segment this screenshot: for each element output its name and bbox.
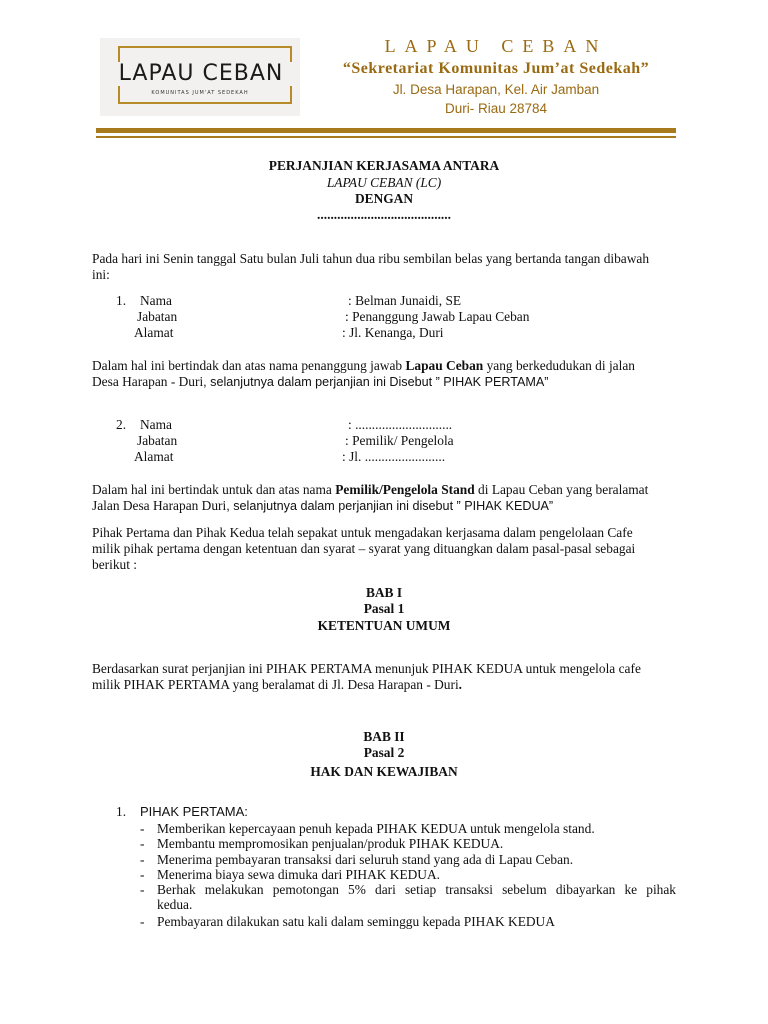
bab1-pasal: Pasal 1 xyxy=(363,601,405,616)
party1-alamat-row xyxy=(134,325,444,341)
list-item: - xyxy=(140,914,148,929)
opening-line-2: ini: xyxy=(92,267,110,282)
party1-desc-bold: Lapau Ceban xyxy=(405,358,484,373)
party1-desc-line2-serif: Desa Harapan - Duri xyxy=(92,374,204,389)
list-item-text: Berhak melakukan pemotongan 5% dari setiap transaksi sebelum dibayarkan ke pihak xyxy=(157,882,676,897)
doc-title-line-1: PERJANJIAN KERJASAMA ANTARA xyxy=(268,158,500,173)
party2-desc-post: di Lapau Ceban yang beralamat xyxy=(474,482,649,497)
bab1-label: BAB I xyxy=(365,585,403,600)
party1-alamat-value: : Jl. Kenanga, Duri xyxy=(342,325,444,340)
party1-alamat-label: Alamat xyxy=(134,325,174,340)
party2-alamat-row xyxy=(134,449,445,465)
list-item: - xyxy=(140,836,148,851)
party1-jabatan-label: Jabatan xyxy=(137,309,178,324)
list-item-text: Menerima biaya sewa dimuka dari PIHAK KEDUA. xyxy=(157,867,440,882)
party1-description-line-1 xyxy=(92,358,635,374)
list-item-text: Memberikan kepercayaan penuh kepada PIHAK KEDUA untuk mengelola stand. xyxy=(157,821,595,836)
list-item: - xyxy=(140,821,148,836)
party1-nama-value: : Belman Junaidi, SE xyxy=(348,293,462,308)
party1-desc-post: yang berkedudukan di jalan xyxy=(483,358,635,373)
party2-desc-pre: Dalam hal ini bertindak untuk dan atas nama xyxy=(92,482,336,497)
tagline: “Sekretariat Komunitas Jum’at Sedekah” xyxy=(342,60,650,77)
logo-text: LAPAU CEBAN xyxy=(106,62,296,86)
doc-title-line-3: DENGAN xyxy=(354,191,414,206)
list-item: - xyxy=(140,867,148,882)
agreement-line-1: Pihak Pertama dan Pihak Kedua telah sepakat untuk mengadakan kerjasama dalam pengelolaan Cafe xyxy=(92,525,633,540)
party2-nama-value: : ............................. xyxy=(348,417,453,432)
logo-subtext: KOMUNITAS JUM'AT SEDEKAH xyxy=(151,90,249,96)
address-line-1: Jl. Desa Harapan, Kel. Air Jamban xyxy=(392,82,600,97)
doc-title-line-2: LAPAU CEBAN (LC) xyxy=(326,175,442,190)
agreement-line-3: berikut : xyxy=(92,557,137,572)
bab1-text-line-2-main: milik PIHAK PERTAMA yang beralamat di Jl. Desa Harapan - Duri xyxy=(92,677,459,692)
party2-description-line-1 xyxy=(92,482,648,498)
list-item-text: Pembayaran dilakukan satu kali dalam seminggu kepada PIHAK KEDUA xyxy=(157,914,555,929)
list-item-text-continued: kedua. xyxy=(157,897,193,912)
party2-alamat-value: : Jl. ........................ xyxy=(342,449,446,464)
bab2-pasal: Pasal 2 xyxy=(363,745,405,760)
bab1-text-line-1: Berdasarkan surat perjanjian ini PIHAK PERTAMA menunjuk PIHAK KEDUA untuk mengelola cafe xyxy=(92,661,641,676)
party2-desc-line2-serif: Jalan Desa Harapan Duri xyxy=(92,498,227,513)
bab2-list-heading: PIHAK PERTAMA: xyxy=(140,804,248,819)
address-line-2: Duri- Riau 28784 xyxy=(444,101,548,116)
party2-nama-row xyxy=(140,417,452,433)
party2-desc-line2-sans: , selanjutnya dalam perjanjian ini disebut ” PIHAK KEDUA” xyxy=(226,499,554,513)
party1-jabatan-row xyxy=(137,309,529,325)
list-item-text: Membantu mempromosikan penjualan/produk PIHAK KEDUA. xyxy=(157,836,504,851)
party2-jabatan-row xyxy=(137,433,454,449)
opening-line-1: Pada hari ini Senin tanggal Satu bulan Juli tahun dua ribu sembilan belas yang bertanda tangan dibawah xyxy=(92,251,650,266)
doc-title-line-4: ........................................ xyxy=(317,207,451,222)
bab2-heading: HAK DAN KEWAJIBAN xyxy=(310,764,458,779)
party2-jabatan-value: : Pemilik/ Pengelola xyxy=(345,433,454,448)
party1-desc-pre: Dalam hal ini bertindak dan atas nama penanggung jawab xyxy=(92,358,406,373)
party1-jabatan-value: : Penanggung Jawab Lapau Ceban xyxy=(345,309,530,324)
bab1-heading: KETENTUAN UMUM xyxy=(317,618,451,633)
party1-number: 1. xyxy=(116,293,127,308)
list-item: - xyxy=(140,852,148,867)
agreement-line-2: milik pihak pertama dengan ketentuan dan syarat – syarat yang dituangkan dalam pasal-pasal sebagai xyxy=(92,541,636,556)
party1-description-line-2 xyxy=(92,374,549,390)
party1-nama-row xyxy=(140,293,461,309)
bab2-label: BAB II xyxy=(363,729,405,744)
bab1-text-line-2-end: . xyxy=(458,677,463,692)
party2-description-line-2 xyxy=(92,498,553,514)
party2-number: 2. xyxy=(116,417,127,432)
party2-desc-bold: Pemilik/Pengelola Stand xyxy=(335,482,475,497)
list-item-text: Menerima pembayaran transaksi dari seluruh stand yang ada di Lapau Ceban. xyxy=(157,852,574,867)
bab1-text-line-2 xyxy=(92,677,462,693)
list-item: - xyxy=(140,882,148,897)
logo xyxy=(100,38,300,116)
header-rule-thin xyxy=(96,136,676,138)
party2-alamat-label: Alamat xyxy=(134,449,174,464)
party1-desc-line2-sans: , selanjutnya dalam perjanjian ini Disebut ” PIHAK PERTAMA” xyxy=(203,375,549,389)
header-rule-thick xyxy=(96,128,676,133)
party2-jabatan-label: Jabatan xyxy=(137,433,178,448)
brand-name: LAPAU CEBAN xyxy=(384,36,608,56)
bab2-list-number: 1. xyxy=(116,804,127,819)
party1-nama-label: Nama xyxy=(140,293,172,308)
party2-nama-label: Nama xyxy=(140,417,172,432)
